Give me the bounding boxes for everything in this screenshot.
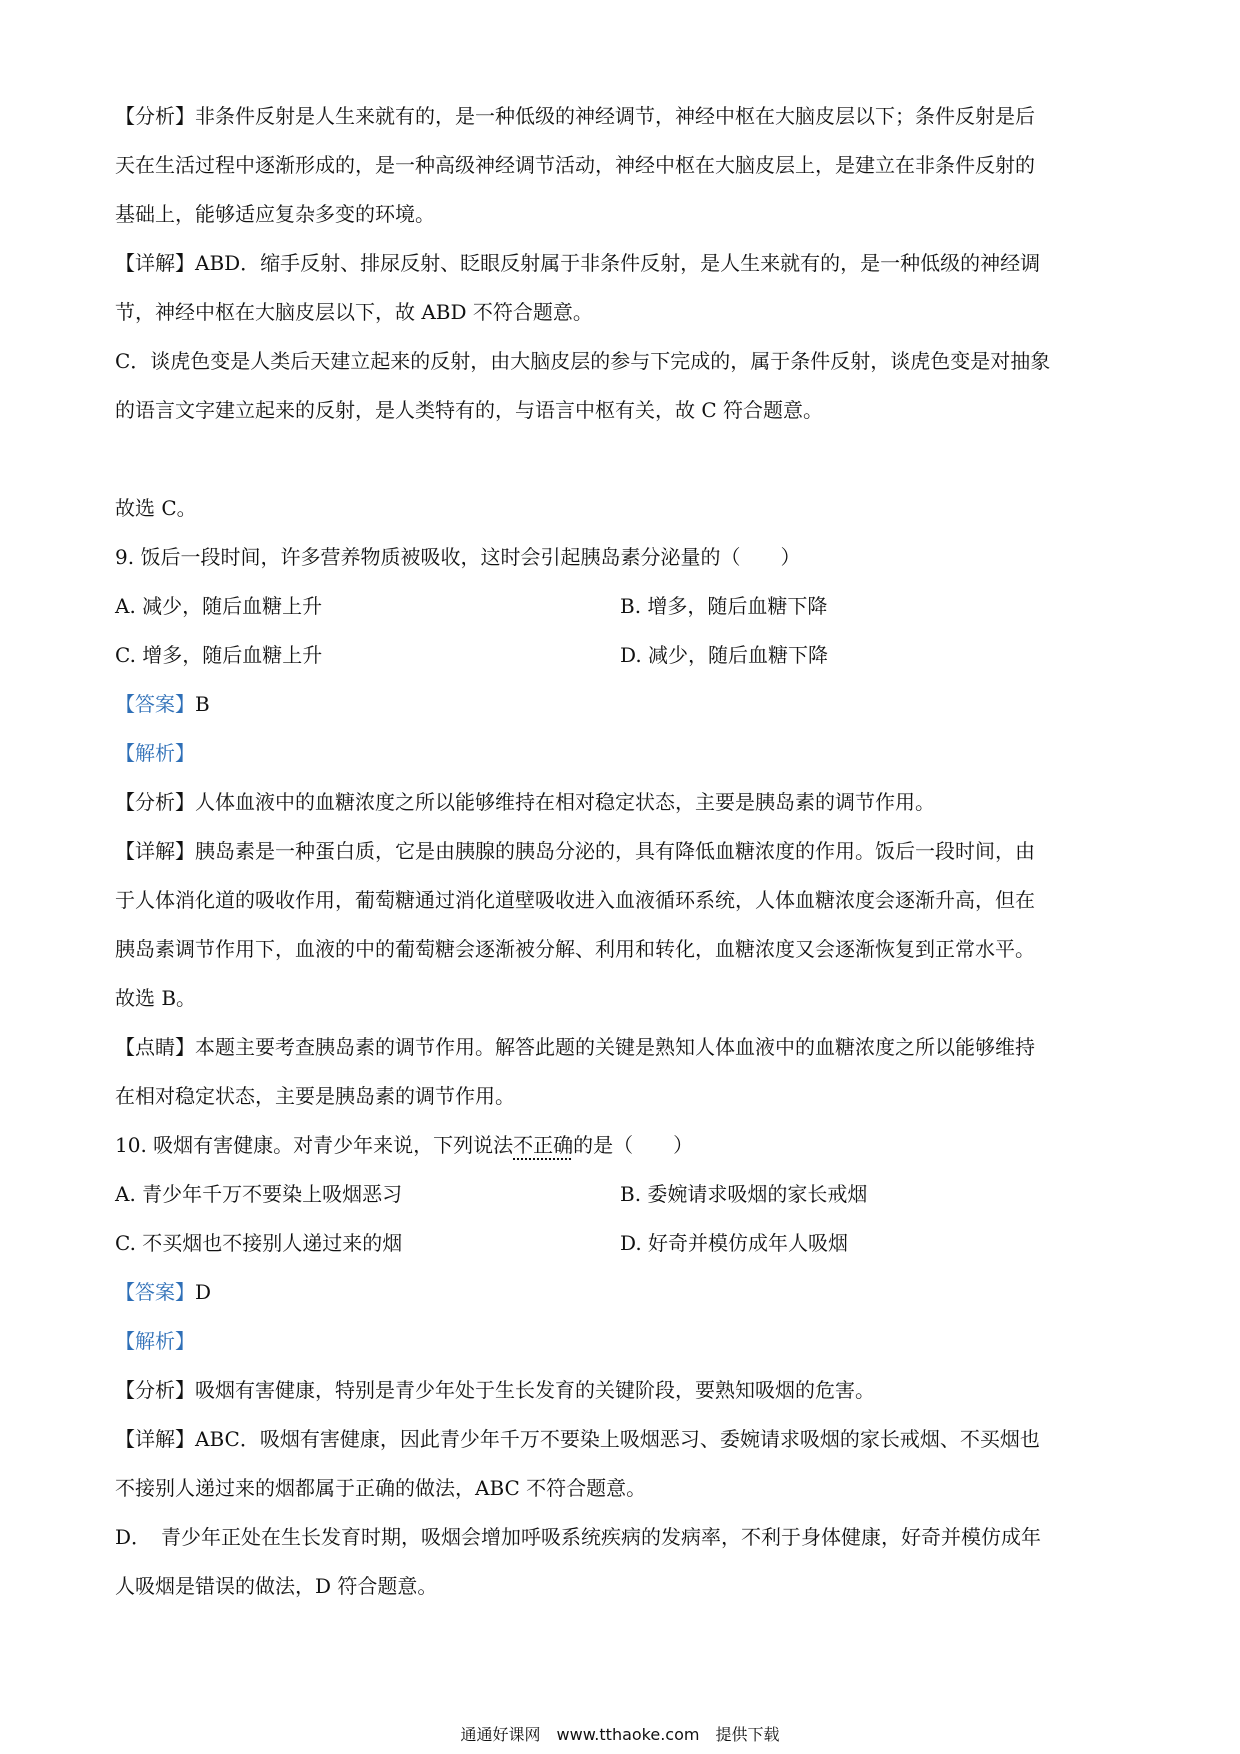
- detail-tag: 【详解】: [115, 251, 195, 275]
- answer-value: B: [195, 692, 210, 716]
- comment-tag: 【点睛】: [115, 1035, 195, 1059]
- q10-option-d-explain-line: 人吸烟是错误的做法，D 符合题意。: [115, 1574, 438, 1598]
- q9-comment-line: 在相对稳定状态，主要是胰岛素的调节作用。: [115, 1084, 515, 1108]
- q10-option-a: A. 青少年千万不要染上吸烟恶习: [115, 1182, 403, 1206]
- q10-option-c: C. 不买烟也不接别人递过来的烟: [115, 1231, 403, 1255]
- q9-detail-line: 胰岛素调节作用下，血液的中的葡萄糖会逐渐被分解、利用和转化，血糖浓度又会逐渐恢复到正常水平。: [115, 937, 1035, 961]
- q9-analysis: 【分析】人体血液中的血糖浓度之所以能够维持在相对稳定状态，主要是胰岛素的调节作用。: [115, 790, 935, 814]
- q8-option-c-explain: C．谈虎色变是人类后天建立起来的反射，由大脑皮层的参与下完成的，属于条件反射，谈虎色变是对抽象: [115, 349, 1051, 373]
- q8-analysis-line: 基础上，能够适应复杂多变的环境。: [115, 202, 435, 226]
- q10-explain-tag: 【解析】: [115, 1329, 195, 1353]
- q9-detail: 【详解】胰岛素是一种蛋白质，它是由胰腺的胰岛分泌的，具有降低血糖浓度的作用。饭后一段时间，由: [115, 839, 1035, 863]
- analysis-tag: 【分析】: [115, 790, 195, 814]
- answer-tag: 【答案】: [115, 692, 195, 716]
- q9-choose: 故选 B。: [115, 986, 197, 1010]
- analysis-tag: 【分析】: [115, 1378, 195, 1402]
- q9-stem: 9. 饭后一段时间，许多营养物质被吸收，这时会引起胰岛素分泌量的（ ）: [115, 545, 801, 569]
- q8-detail-line: 节，神经中枢在大脑皮层以下，故 ABD 不符合题意。: [115, 300, 593, 324]
- q9-comment: 【点睛】本题主要考查胰岛素的调节作用。解答此题的关键是熟知人体血液中的血糖浓度之所以能够维持: [115, 1035, 1035, 1059]
- q10-option-d: D. 好奇并模仿成年人吸烟: [620, 1231, 849, 1255]
- q9-detail-line: 于人体消化道的吸收作用，葡萄糖通过消化道壁吸收进入血液循环系统，人体血糖浓度会逐渐升高，但在: [115, 888, 1035, 912]
- spacer: [115, 435, 1135, 484]
- q9-options-row: [115, 582, 1135, 631]
- q9-options-row: [115, 631, 1135, 680]
- q9-option-b: B. 增多，随后血糖下降: [620, 594, 828, 618]
- answer-value: D: [195, 1280, 212, 1304]
- document-page: [115, 92, 1135, 1611]
- q9-option-d: D. 减少，随后血糖下降: [620, 643, 829, 667]
- q9-answer: [115, 680, 1135, 729]
- q9-explain-tag: 【解析】: [115, 741, 195, 765]
- q8-option-c-explain-line: 的语言文字建立起来的反射，是人类特有的，与语言中枢有关，故 C 符合题意。: [115, 398, 824, 422]
- q10-options-row: [115, 1219, 1135, 1268]
- q8-analysis: 【分析】非条件反射是人生来就有的，是一种低级的神经调节，神经中枢在大脑皮层以下；条件反射是后: [115, 104, 1035, 128]
- emphasis-text: 不正确: [513, 1133, 574, 1157]
- q10-option-d-explain: D． 青少年正处在生长发育时期，吸烟会增加呼吸系统疾病的发病率，不利于身体健康，好奇并模仿成年: [115, 1525, 1042, 1549]
- q9-option-a: A. 减少，随后血糖上升: [115, 594, 323, 618]
- q10-answer: [115, 1268, 1135, 1317]
- q10-analysis: 【分析】吸烟有害健康，特别是青少年处于生长发育的关键阶段，要熟知吸烟的危害。: [115, 1378, 875, 1402]
- q9-option-c: C. 增多，随后血糖上升: [115, 643, 323, 667]
- q8-analysis-line: 天在生活过程中逐渐形成的，是一种高级神经调节活动，神经中枢在大脑皮层上，是建立在非条件反射的: [115, 153, 1035, 177]
- detail-tag: 【详解】: [115, 1427, 195, 1451]
- q10-option-b: B. 委婉请求吸烟的家长戒烟: [620, 1182, 868, 1206]
- detail-tag: 【详解】: [115, 839, 195, 863]
- answer-tag: 【答案】: [115, 1280, 195, 1304]
- q10-stem: 10. 吸烟有害健康。对青少年来说，下列说法不正确的是（ ）: [115, 1133, 694, 1157]
- q10-detail: 【详解】ABC．吸烟有害健康，因此青少年千万不要染上吸烟恶习、委婉请求吸烟的家长戒烟、不买烟也: [115, 1427, 1040, 1451]
- q10-detail-line: 不接别人递过来的烟都属于正确的做法，ABC 不符合题意。: [115, 1476, 647, 1500]
- q8-detail: 【详解】ABD．缩手反射、排尿反射、眨眼反射属于非条件反射，是人生来就有的，是一种低级的神经调: [115, 251, 1041, 275]
- q10-options-row: [115, 1170, 1135, 1219]
- q8-choose: 故选 C。: [115, 496, 197, 520]
- page-footer: 通通好课网 www.tthaoke.com 提供下载: [460, 1725, 780, 1744]
- analysis-tag: 【分析】: [115, 104, 195, 128]
